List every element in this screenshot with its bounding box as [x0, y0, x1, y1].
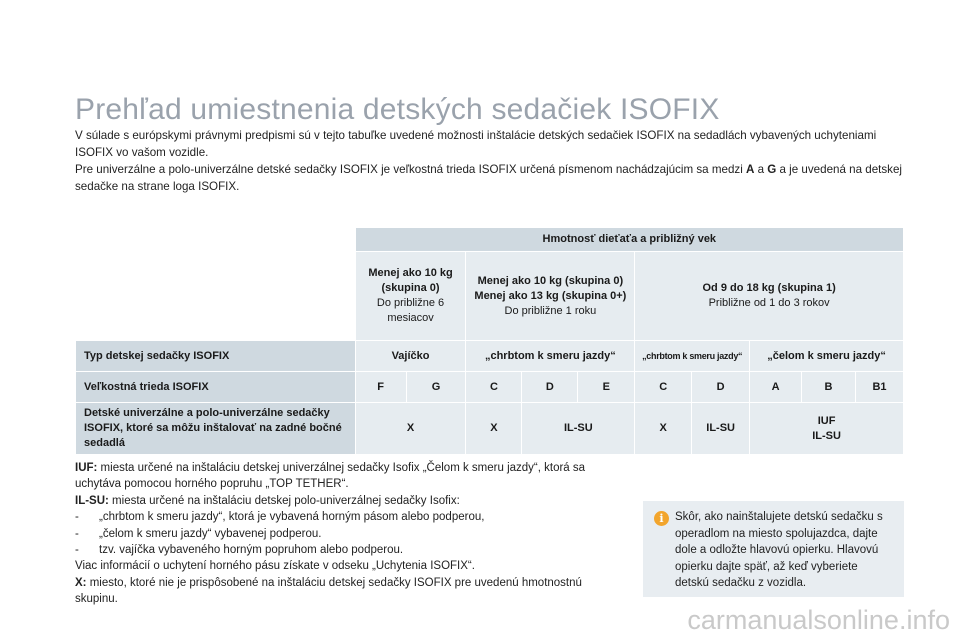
seat-value-carrycot: X [355, 403, 466, 455]
size-class-cell: B [802, 372, 856, 403]
weight-age-header: Hmotnosť dieťaťa a približný vek [355, 228, 903, 252]
intro-paragraph-2 [75, 161, 915, 195]
seat-value-d-e: IL-SU [522, 403, 635, 455]
table-corner [76, 228, 356, 341]
group-1-title: Od 9 do 18 kg (skupina 1) [702, 282, 836, 294]
group-0plus-age: Do približne 1 roku [504, 304, 597, 317]
info-box [643, 501, 904, 597]
note-text: miesta určené na inštaláciu detskej univerzálnej sedačky Isofix „Čelom k smeru jazdy“, ktorá sa uchytáva pomocou horného popruhu „TOP TETHER“. [75, 462, 586, 491]
size-letter-a: A [746, 163, 755, 176]
group-0plus-cell [466, 252, 635, 341]
size-class-cell: E [578, 372, 635, 403]
size-class-cell: C [635, 372, 692, 403]
group-1-cell [635, 252, 904, 341]
seat-value-d2: IL-SU [692, 403, 750, 455]
size-class-cell: G [406, 372, 466, 403]
note-text: „chrbtom k smeru jazdy“, ktorá je vybavená horným pásom alebo podperou, [99, 511, 485, 524]
note-more-info: Viac informácií o uchytení horného pásu získate v odseku „Uchytenia ISOFIX“. [75, 560, 475, 573]
watermark: carmanualsonline.info [687, 605, 950, 635]
note-term: X: [75, 576, 87, 589]
seat-value-ilsu: IL-SU [812, 429, 841, 442]
intro-text-part: a [754, 163, 768, 176]
intro-text-part: a je uvedená na detskej sedačke na strane loga ISOFIX. [75, 163, 902, 193]
legend-notes [75, 460, 620, 608]
note-ilsu-item-3 [75, 542, 620, 558]
seat-value-c2: X [635, 403, 692, 455]
info-box-text: Skôr, ako nainštalujete detskú sedačku s operadlom na miesto spolujazdca, dajte dole a odložte hlavovú opierku. Hlavovú opierku dajte späť, až keď vyberiete detskú sedačku z vozidla. [675, 511, 883, 590]
size-class-cell: D [692, 372, 750, 403]
isofix-table [75, 227, 904, 455]
intro-text-part: Pre univerzálne a polo-univerzálne detské sedačky ISOFIX je veľkostná trieda ISOFIX určená písmenom nachádzajúcim sa medzi [75, 163, 746, 176]
seat-value-iuf: IUF [817, 414, 836, 427]
seat-value-c: X [466, 403, 522, 455]
group-0-age: Do približne 6 mesiacov [376, 297, 445, 324]
type-forward-facing: „čelom k smeru jazdy“ [750, 341, 904, 372]
seat-value-forward [750, 403, 904, 455]
note-ilsu-item-2 [75, 526, 620, 542]
size-class-cell: D [522, 372, 578, 403]
group-0-title: Menej ako 10 kg (skupina 0) [368, 267, 453, 294]
note-term: IL-SU: [75, 494, 109, 507]
note-text: „čelom k smeru jazdy“ vybavenej podperou. [99, 527, 322, 540]
size-class-cell: F [355, 372, 406, 403]
size-class-cell: A [750, 372, 802, 403]
note-text: miesta určené na inštaláciu detskej polo-univerzálnej sedačky Isofix: [108, 494, 460, 507]
info-icon: i [654, 511, 669, 526]
note-iuf [75, 460, 620, 493]
size-letter-g: G [767, 163, 777, 176]
note-ilsu-item-1 [75, 509, 620, 525]
note-text: miesto, ktoré nie je prispôsobené na inštaláciu detskej sedačky ISOFIX pre uvedenú hmotnostnú skupinu. [75, 576, 582, 606]
page-title: Prehľad umiestnenia detských sedačiek ISOFIX [75, 93, 720, 126]
size-row-label: Veľkostná trieda ISOFIX [76, 372, 356, 403]
intro-paragraph-1: V súlade s európskymi právnymi predpismi sú v tejto tabuľke uvedené možnosti inštalácie detských sedačiek ISOFIX na sedadlách vybavených uchyteniami ISOFIX vo vašom vozidle. [75, 129, 877, 159]
type-carrycot: Vajíčko [355, 341, 466, 372]
type-row-label: Typ detskej sedačky ISOFIX [76, 341, 356, 372]
group-0plus-title-2: Menej ako 13 kg (skupina 0+) [474, 289, 627, 302]
dash-bullet: - [75, 544, 79, 557]
size-class-cell: B1 [855, 372, 903, 403]
type-rear-facing-small: „chrbtom k smeru jazdy“ [635, 341, 750, 372]
note-ilsu [75, 493, 620, 509]
note-term: IUF: [75, 462, 98, 474]
note-x [75, 575, 620, 608]
seat-row-label: Detské univerzálne a polo-univerzálne sedačky ISOFIX, ktoré sa môžu inštalovať na zadné bočné sedadlá [76, 403, 356, 455]
dash-bullet: - [75, 527, 79, 540]
group-0plus-title-1: Menej ako 10 kg (skupina 0) [477, 274, 624, 287]
size-class-cell: C [466, 372, 522, 403]
group-0-cell [355, 252, 466, 341]
group-1-age: Približne od 1 do 3 rokov [708, 297, 830, 309]
type-rear-facing: „chrbtom k smeru jazdy“ [466, 341, 635, 372]
intro-text [75, 127, 915, 195]
note-text: tzv. vajíčka vybaveného horným popruhom alebo podperou. [99, 544, 404, 557]
dash-bullet: - [75, 511, 79, 524]
